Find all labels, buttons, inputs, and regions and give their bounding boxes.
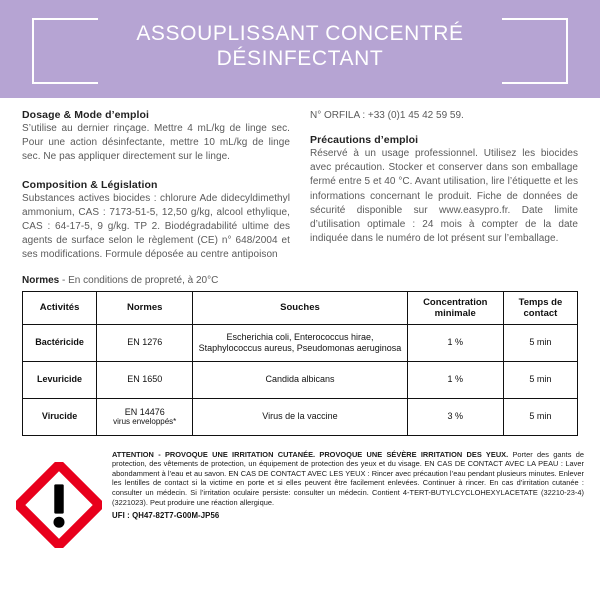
cell-concentration: 3 %	[407, 398, 503, 435]
cell-activity: Virucide	[23, 398, 97, 435]
hazard-statement-text	[112, 450, 584, 521]
norms-table	[22, 291, 578, 436]
table-row	[23, 398, 578, 435]
ghs07-exclamation-mark-icon	[16, 462, 102, 548]
composition-section-title: Composition & Législation	[22, 178, 158, 191]
table-row	[23, 361, 578, 398]
cell-activity: Levuricide	[23, 361, 97, 398]
hazard-warning-block	[16, 450, 584, 548]
product-title-line-1: ASSOUPLISSANT CONCENTRÉ	[136, 22, 464, 45]
right-column	[310, 109, 578, 263]
norms-caption	[22, 275, 600, 286]
ufi-code: UFI : QH47-82T7-G00M-JP56	[112, 511, 220, 521]
composition-section-body: Substances actives biocides : chlorure Ade didecyldimethyl ammonium, CAS : 7173-51-5, 12,50 g/kg, alcool ethylique, CAS : 64-17-5, 9 g/kg. TP 2. Biodégradabilité ultime des agents de surface selon le règlement (CE) n° 648/2004 et ses modifications. Formule déposée au centre antipoison	[22, 192, 290, 261]
info-columns	[0, 98, 600, 263]
hazard-precautionary-text: Porter des gants de protection, des vêtements de protection, un équipement de protection des yeux et du visage. EN CAS DE CONTACT AVEC LA PEAU : Laver abondamment à l’eau et au savon. EN CAS DE CONTACT AVEC LES YEUX : Rincer avec précaution l’eau pendant plusieurs minutes. Enlever les lentilles de contact si la victime en porte et si elles peuvent être facilement enlevées. Continuer à rincer. En cas d’irritation cutanée : consulter un médecin. Si l’irritation oculaire persiste: consulter un médecin. Contient 4-TERT-BUTYLCYCLOHEXYLACETATE (32210-23-4) (3221023). Peut produire une réaction allergique.	[112, 449, 584, 507]
hazard-signal-word: ATTENTION - PROVOQUE UNE IRRITATION CUTANÉE. PROVOQUE UNE SÉVÈRE IRRITATION DES YEUX.	[112, 449, 509, 459]
ghs07-exclamation-mark-svg	[16, 462, 102, 548]
column-header-souches: Souches	[193, 291, 407, 324]
cell-norm-main: EN 14476	[124, 406, 165, 417]
product-title	[0, 21, 600, 71]
cell-norm	[97, 398, 193, 435]
cell-strains: Escherichia coli, Enterococcus hirae, Staphylococcus aureus, Pseudomonas aeruginosa	[193, 324, 407, 361]
precautions-section-title: Précautions d’emploi	[310, 134, 419, 146]
table-header-row	[23, 291, 578, 324]
cell-contact-time: 5 min	[503, 361, 577, 398]
column-header-normes: Normes	[97, 291, 193, 324]
column-header-concentration: Concentration minimale	[407, 291, 503, 324]
cell-norm-subtext: virus enveloppés*	[113, 417, 177, 427]
orfila-phone: N° ORFILA : +33 (0)1 45 42 59 59.	[310, 110, 464, 121]
left-column	[22, 109, 290, 263]
cell-strains: Candida albicans	[193, 361, 407, 398]
norms-caption-conditions: - En conditions de propreté, à 20°C	[59, 274, 219, 286]
cell-activity: Bactéricide	[23, 324, 97, 361]
cell-strains: Virus de la vaccine	[193, 398, 407, 435]
spacer	[22, 165, 290, 179]
column-header-temps: Temps de contact	[503, 291, 577, 324]
table-row	[23, 324, 578, 361]
cell-concentration: 1 %	[407, 361, 503, 398]
product-title-line-2: DÉSINFECTANT	[216, 47, 384, 70]
norms-caption-label: Normes	[22, 274, 60, 286]
column-header-activites: Activités	[23, 291, 97, 324]
cell-norm: EN 1276	[97, 324, 193, 361]
cell-concentration: 1 %	[407, 324, 503, 361]
precautions-section-body: Réservé à un usage professionnel. Utilisez les biocides avec précaution. Stocker et conserver dans son emballage fermé entre 5 et 40 °C. Avant utilisation, lire l’étiquette et les informations concernant le produit. Fiche de données de sécurité disponible sur www.easypro.fr. Date limite d’utilisation optimale : 24 mois à compter de la date indiquée dans le numéro de lot présent sur l’emballage.	[310, 148, 578, 245]
cell-contact-time: 5 min	[503, 398, 577, 435]
cell-norm: EN 1650	[97, 361, 193, 398]
cell-contact-time: 5 min	[503, 324, 577, 361]
header-banner	[0, 0, 600, 98]
dosage-section-title: Dosage & Mode d’emploi	[22, 109, 150, 121]
spacer	[310, 123, 578, 134]
dosage-section-body: S’utilise au dernier rinçage. Mettre 4 mL/kg de linge sec. Pour une action désinfectante, mettre 10 mL/kg de linge sec. Ne pas appliquer directement sur le linge.	[22, 123, 290, 163]
